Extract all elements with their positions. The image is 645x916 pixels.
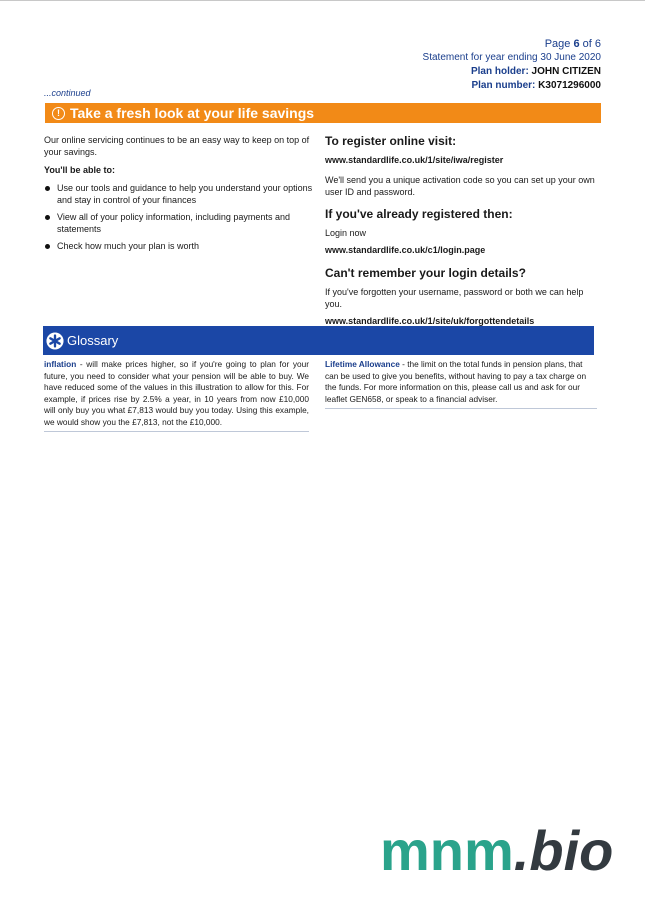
plan-number: Plan number: K3071296000 [471,80,601,91]
list-item: Use our tools and guidance to help you understand your options and stay in control of your finances [44,182,314,206]
login-link[interactable]: www.standardlife.co.uk/c1/login.page [325,245,486,255]
page-header [423,37,601,93]
savings-right-column [325,134,600,335]
glossary-banner [43,326,594,355]
savings-section-title: Take a fresh look at your life savings [70,105,315,121]
savings-intro: Our online servicing continues to be an easy way to keep on top of your savings. [44,135,310,157]
watermark-logo: mnm.bio [380,819,614,882]
registered-heading: If you've already registered then: [325,207,513,221]
login-now-text: Login now [325,228,367,238]
page-indicator: Page 6 of 6 [544,38,601,50]
savings-left-column [44,134,314,257]
asterisk-icon [46,332,64,350]
glossary-entry-lifetime-allowance [325,359,597,409]
forgot-text: If you've forgotten your username, password or both we can help you. [325,287,584,309]
glossary-term: inflation [44,359,77,369]
glossary-definition: - will make prices higher, so if you're going to plan for your future, you need to consider what your pension will be able to buy. We have reduced some of the values in this illustration to allow for this. For example, if prices rise by 2.5% a year, in 10 years from now £10,000 will only buy you what £7,813 would buy you today. Using this example, we would show you the £7,813, not the £10,000. [44,359,309,427]
forgot-link[interactable]: www.standardlife.co.uk/1/site/uk/forgottendetails [325,316,535,326]
register-heading: To register online visit: [325,134,457,148]
forgot-heading: Can't remember your login details? [325,266,526,280]
glossary-title: Glossary [67,333,119,348]
list-item: Check how much your plan is worth [44,240,314,252]
list-item: View all of your policy information, including payments and statements [44,211,314,235]
benefits-list [44,182,314,252]
info-circle-icon: ! [52,107,65,120]
glossary-definition: - the limit on the total funds in pension plans, that can be used to give you benefits, without having to pay a tax charge on the funds. For more information on this, please call us and ask for our leaflet GEN658, or speak to a financial adviser. [325,359,587,404]
glossary-entry-inflation [44,359,309,432]
statement-date: Statement for year ending 30 June 2020 [422,52,601,63]
register-text: We'll send you a unique activation code so you can set up your own user ID and password. [325,175,595,197]
continued-label: ...continued [44,88,91,98]
savings-section-banner [45,103,601,123]
register-link[interactable]: www.standardlife.co.uk/1/site/iwa/register [325,155,504,165]
plan-holder: Plan holder: JOHN CITIZEN [470,66,601,77]
glossary-term: Lifetime Allowance [325,359,400,369]
top-rule [0,0,645,1]
able-heading: You'll be able to: [44,165,115,175]
